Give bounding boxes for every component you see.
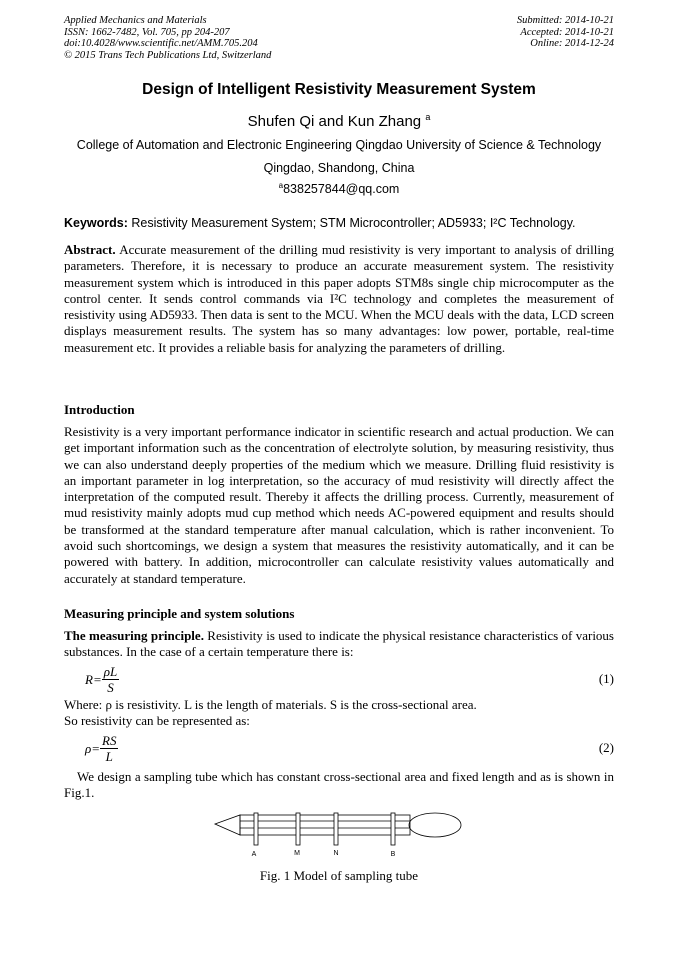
location: Qingdao, Shandong, China bbox=[263, 161, 415, 175]
doi: doi:10.4028/www.scientific.net/AMM.705.204 bbox=[64, 38, 258, 49]
principle-paragraph bbox=[64, 628, 614, 661]
so-text: So resistivity can be represented as: bbox=[64, 713, 250, 728]
label-n: N bbox=[333, 850, 339, 857]
author-names: Shufen Qi and Kun Zhang bbox=[247, 113, 422, 130]
tube-body bbox=[240, 815, 410, 835]
principle-text: Resistivity is used to indicate the physical resistance characteristics of various substances. In the case of a certain temperature there is: bbox=[64, 628, 614, 660]
email-sup: a bbox=[278, 181, 284, 190]
label-m: M bbox=[294, 850, 300, 857]
author-sup: a bbox=[425, 112, 431, 122]
design-text: We design a sampling tube which has constant cross-sectional area and fixed length and as is shown in Fig.1. bbox=[64, 769, 614, 801]
abstract bbox=[64, 242, 614, 356]
affiliation: College of Automation and Electronic Engineering Qingdao University of Science & Technology bbox=[76, 138, 602, 152]
email-line bbox=[0, 181, 678, 196]
email[interactable]: 838257844@qq.com bbox=[283, 182, 400, 197]
equation-2 bbox=[85, 733, 118, 764]
introduction-heading: Introduction bbox=[64, 402, 135, 417]
authors bbox=[0, 112, 678, 130]
keywords-label: Keywords: bbox=[64, 216, 128, 230]
submitted-date: Submitted: 2014-10-21 bbox=[516, 15, 614, 26]
tube-bulb bbox=[409, 813, 461, 837]
eq1-denominator: S bbox=[107, 680, 114, 695]
tube-tip bbox=[215, 815, 240, 835]
journal-info bbox=[64, 15, 271, 61]
eq2-numerator: RS bbox=[102, 733, 117, 748]
introduction-text: Resistivity is a very important performance indicator in scientific research and actual production. We can get important information such as the concentration of electrolyte solution, by measuring resistivity, thus we can also understand deeply properties of the medium which we measure. Drilling fluid resistivity is an important parameter in log interpretation, so the accuracy of mud resistivity will directly affect the interpretation of the computed result. Thereby it affects the drilling process. Currently, measurement of mud resistivity mainly adopts mud cup method which needs AC-powered equipment and results should be transformed at the standard temperature after manual calculation, which is rather inconvenient. To avoid such shortcomings, we design a system that measures the resistivity automatically, and it can be powered with battery. In addition, microcontroller can calculate resistivity values automatically and accurately at standard temperature. bbox=[64, 424, 614, 586]
abstract-text: Accurate measurement of the drilling mud resistivity is very important to analysis of drilling parameters. Therefore, it is necessary to produce an accurate measurement system. The resistivity measurement system which is introduced in this paper adopts STM8s single chip microcomputer as the control center. It sends control commands via I²C technology and completes the measurement of resistivity using AD5933. Then data is sent to the MCU. When the MCU deals with the data, LCD screen displays measurement results. The system has so many advantages: low power, portable, real-time measurement etc. It provides a reliable basis for analyzing the parameters of drilling. bbox=[64, 242, 614, 355]
eq1-lhs: R= bbox=[85, 671, 102, 687]
electrode-b bbox=[391, 813, 395, 845]
figure-caption: Fig. 1 Model of sampling tube bbox=[259, 868, 419, 883]
eq1-numerator: ρL bbox=[103, 664, 118, 679]
dates bbox=[517, 15, 614, 50]
accepted-date: Accepted: 2014-10-21 bbox=[520, 26, 614, 38]
copyright: © 2015 Trans Tech Publications Ltd, Switzerland bbox=[64, 49, 272, 61]
online-date: Online: 2014-12-24 bbox=[530, 38, 614, 49]
where-text: Where: ρ is resistivity. L is the length of materials. S is the cross-sectional area. bbox=[64, 697, 477, 712]
abstract-label: Abstract. bbox=[64, 242, 116, 257]
issn: ISSN: 1662-7482, Vol. 705, pp 204-207 bbox=[64, 26, 230, 38]
electrode-a bbox=[254, 813, 258, 845]
eq2-denominator: L bbox=[105, 749, 113, 764]
electrode-m bbox=[296, 813, 300, 845]
eq1-number: (1) bbox=[598, 671, 614, 686]
sampling-tube-figure bbox=[210, 812, 470, 862]
electrode-n bbox=[334, 813, 338, 845]
principle-label: The measuring principle. bbox=[64, 628, 204, 643]
eq2-lhs: ρ= bbox=[85, 740, 101, 756]
label-b: B bbox=[390, 851, 396, 858]
paper-title: Design of Intelligent Resistivity Measurement System bbox=[142, 81, 536, 98]
keywords bbox=[64, 216, 576, 230]
eq2-number: (2) bbox=[598, 740, 614, 755]
label-a: A bbox=[251, 851, 257, 858]
equation-1 bbox=[85, 664, 119, 695]
keywords-text: Resistivity Measurement System; STM Microcontroller; AD5933; I²C Technology. bbox=[131, 216, 576, 230]
section-heading: Measuring principle and system solutions bbox=[64, 606, 295, 621]
journal-name: Applied Mechanics and Materials bbox=[64, 15, 207, 26]
